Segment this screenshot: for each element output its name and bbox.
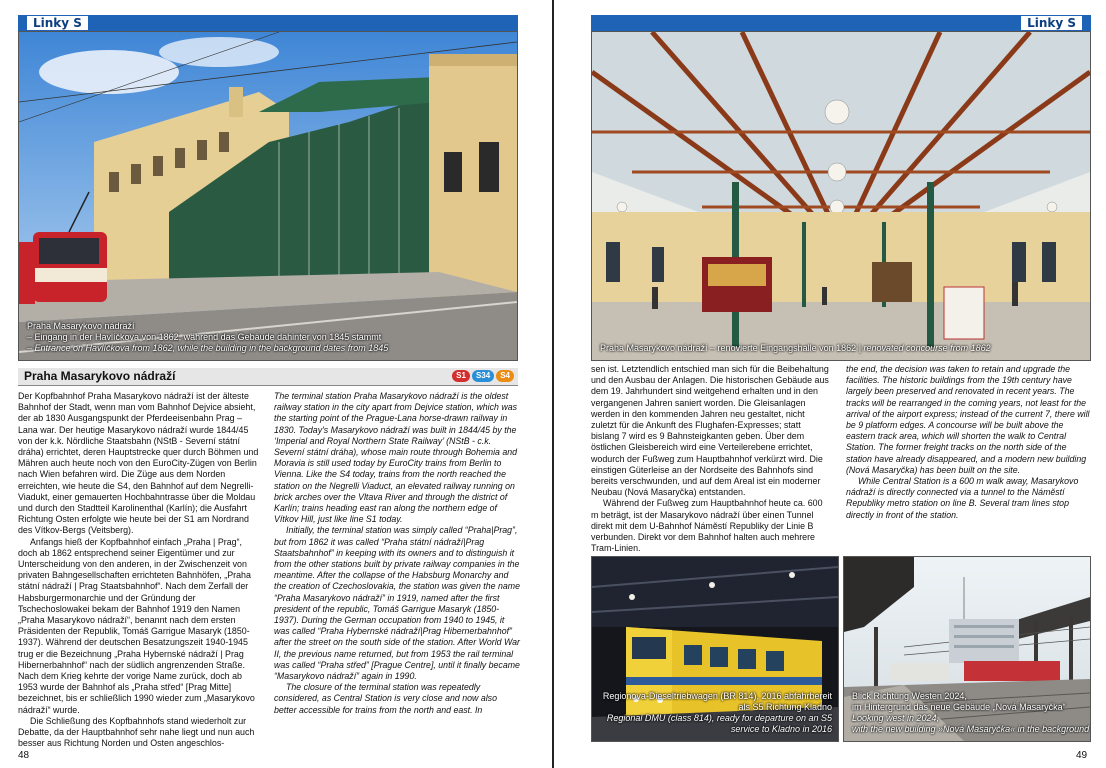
caption-english: Regional DMU (class 814), ready for departure on an S5 service to Kladno in 2016 bbox=[606, 713, 832, 734]
english-paragraph: the end, the decision was taken to retain and upgrade the facilities. The historic buildings from the 19th century have largely been preserved and renovated in recent years. The tracks will be rearranged in the coming years, not least for the arrival of the airport express; instead of the current 7, there will be 9 platform edges. A concourse will be built above the eastern track area, which will shorten the walk to Central Station. The former freight tracks on the north side of the station have already disappeared, and a modern new building (Nová Masaryčka) has been built on the site. bbox=[846, 364, 1090, 475]
caption-separator: | bbox=[858, 343, 864, 353]
caption-english: renovated concourse from 1862 bbox=[863, 343, 991, 353]
german-paragraph: Die Schließung des Kopfbahnhofs stand wiederholt zur Debatte, da der Hauptbahnhof sehr nahe liegt und nun auch besser aus Richtung Norden und Osten angeschlos- bbox=[18, 715, 255, 749]
german-paragraph: Anfangs hieß der Kopfbahnhof einfach „Praha | Prag“, doch ab 1862 entsprechend seiner Eigentümer und zur Unterscheidung von den anderen, in der Zwischenzeit von privaten Bahngesellschaften errichteten Bahnhöfen, „Praha státní nádraží | Prag Staatsbahnhof“. Nach dem Zerfall der Habsburgermonarchie und der Gründung der Tschechoslowakei bekam der Bahnhof 1919 den Namen „Praha Masarykovo nádraží“, benannt nach dem ersten Präsidenten der Republik, Tomáš Garrigue Masaryk (1850-1937). Während der deutschen Besatzungszeit 1940-1945 trug er die Bezeichnung „Praha Hybernské nádraží | Prag Hibernerbahnhof“ nach der südlich angrenzenden Straße. Nach dem Krieg kehrte der vorige Name zurück, doch ab 1953 wurde der Bahnhof als „Praha střed“ [Prag Mitte] bezeichnet, bis er schließlich 1990 wieder zum „Masarykovo nádraží“ wurde. bbox=[18, 536, 255, 715]
photo-station-exterior bbox=[18, 31, 518, 361]
caption-english: – Entrance on Havlíčkova from 1862, while the building in the background dates from 1845 bbox=[27, 343, 389, 353]
left-page bbox=[0, 0, 552, 768]
english-column-left bbox=[274, 391, 520, 716]
series-label: Linky S bbox=[26, 15, 89, 31]
station-exterior-illustration bbox=[19, 32, 517, 360]
photo-caption-exterior bbox=[27, 321, 388, 354]
concourse-illustration bbox=[592, 32, 1090, 360]
line-badges bbox=[452, 370, 514, 382]
header-bar bbox=[18, 15, 518, 31]
photo-caption-dmu bbox=[592, 691, 832, 735]
caption-german: im Hintergrund das neue Gebäude „Nová Masaryčka“ bbox=[852, 702, 1066, 712]
english-column-right bbox=[846, 364, 1090, 521]
badge-s1: S1 bbox=[452, 370, 470, 382]
photo-regionova-dmu bbox=[591, 556, 839, 742]
photo-looking-west bbox=[843, 556, 1091, 742]
photo-caption-west bbox=[852, 691, 1089, 735]
caption-german: Blick Richtung Westen 2024, bbox=[852, 691, 967, 701]
english-paragraph: The terminal station Praha Masarykovo nádraží is the oldest railway station in the city apart from Dejvice station, which was the starting point of the Prague-Lana horse-drawn railway in 1830. Today's Masarykovo nádraží was built in 1844/45 by the ‘Imperial and Royal Northern State Railway’ (NStB - c.k. Severní státní dráha), whose main route through Bohemia and Moravia is still used today by EuroCity trains from Berlin to Vienna. Like the S4 today, trains from the north reached the station on the Negrelli Viaduct, an elevated railway running on brick arches over the Vltava River and through the district of Karlín; trains heading east ran along the northern edge of Vítkov Hill, just like line S1 today. bbox=[274, 391, 518, 525]
badge-s4: S4 bbox=[496, 370, 514, 382]
page-number-right: 49 bbox=[1076, 750, 1088, 761]
english-paragraph: The closure of the terminal station was repeatedly considered, as Central Station is very close and now also better accessible for trains from the north and east. In bbox=[274, 682, 497, 715]
caption-german: Praha Masarykovo nádraží – renovierte Eingangshalle von 1862 bbox=[600, 343, 857, 353]
page-number-left: 48 bbox=[18, 750, 30, 761]
photo-caption-concourse bbox=[600, 343, 991, 354]
german-column-left bbox=[18, 391, 260, 750]
caption-german: – Eingang in der Havlíčkova von 1862, während das Gebäude dahinter von 1845 stammt bbox=[27, 332, 382, 342]
right-page bbox=[554, 0, 1106, 768]
badge-s34: S34 bbox=[472, 370, 494, 382]
german-column-right bbox=[591, 364, 829, 554]
header-bar bbox=[591, 15, 1091, 31]
english-paragraph: Initially, the terminal station was simply called “Praha|Prag”, but from 1862 it was called “Praha státní nádraží|Prag Staatsbahnhof” in keeping with its owners and to distinguish it from the other stations built by private railway companies in the meantime. After the collapse of the Habsburg Monarchy and the creation of Czechoslovakia, the station was given the name “Praha Masarykovo nádraží” in 1919, named after the first president of the republic, Tomáš Garrigue Masaryk (1850-1937). During the German occupation from 1940 to 1945, it was called “Praha Hybernské nádraží|Prag Hibernerbahnhof” after the street on the south side of the station. After World War II, the previous name returned, but from 1953 the rail terminal was called “Praha střed” [Prague Centre], until it finally became “Masarykovo nádraží” again in 1990. bbox=[274, 525, 520, 682]
series-label: Linky S bbox=[1020, 15, 1083, 31]
caption-english: Looking west in 2024, bbox=[852, 713, 940, 723]
german-paragraph: Während der Fußweg zum Hauptbahnhof heute ca. 600 m beträgt, ist der Masarykovo nádraží über einen Tunnel direkt mit dem U-Bahnhof Náměstí Republiky der Linie B verbunden. Direkt vor dem Bahnhof halten auch mehrere Tram-Linien. bbox=[591, 498, 823, 554]
photo-concourse bbox=[591, 31, 1091, 361]
english-paragraph: While Central Station is a 600 m walk away, Masarykovo nádraží is directly connected via a tunnel to the Náměstí Republiky metro station on line B. Several tram lines stop directly in front of the station. bbox=[846, 476, 1079, 520]
caption-german: Regionova-Dieseltriebwagen (BR 814), 2016 abfahrbereit als S5 Richtung Kladno bbox=[602, 691, 832, 712]
german-paragraph: Der Kopfbahnhof Praha Masarykovo nádraží ist der älteste Bahnhof der Stadt, wenn man vom Bahnhof Dejvice absieht, der ab 1830 Ausgangspunkt der Pferdeeisenbahn Prag – Lana war. Der heutige Masarykovo nádraží wurde 1844/45 von der k.k. Nördliche Staatsbahn (NStB - Severní státní dráha) errichtet, deren Hauptstrecke quer durch Böhmen und Mähren auch heute noch von den EuroCity-Zügen von Berlin nach Wien befahren wird. Die Züge aus dem Norden erreichten, wie heute die S4, den Bahnhof auf dem Negrelli-Viadukt, einer gemauerten Hochbahntrasse über die Moldau und durch den Stadtteil Karolinenthal (Karlín); die Ausfahrt Richtung Osten erfolgte wie heute bei der S1 am Nordrand des Vítkov-Bergs (Veitsberg). bbox=[18, 391, 259, 536]
section-title: Praha Masarykovo nádraží bbox=[24, 369, 176, 383]
section-header bbox=[18, 368, 518, 386]
caption-english: with the new building »Nová Masaryčka« in the background bbox=[852, 724, 1090, 734]
german-paragraph: sen ist. Letztendlich entschied man sich für die Beibehaltung und den Ausbau der Anlagen. Die historischen Gebäude aus dem 19. Jahrhundert sind weitgehend erhalten und in den vergangenen Jahren saniert worden. Die Gleisanlagen werden in den kommenden Jahren neu gestaltet, nicht zuletzt für die Ankunft des Flughafen-Expresses; statt bislang 7 wird es 9 Bahnsteigkanten geben. Über dem östlichen Gleisbereich wird eine Verteilerebene errichtet, wodurch der Fußweg zum Hauptbahnhof verkürzt wird. Die einstigen Güterleise an der Nordseite des Bahnhofs sind bereits verschwunden, und auf dem Areal ist ein moderner Neubau (Nová Masaryčka) entstanden. bbox=[591, 364, 829, 498]
caption-station-name: Praha Masarykovo nádraží bbox=[27, 321, 135, 331]
